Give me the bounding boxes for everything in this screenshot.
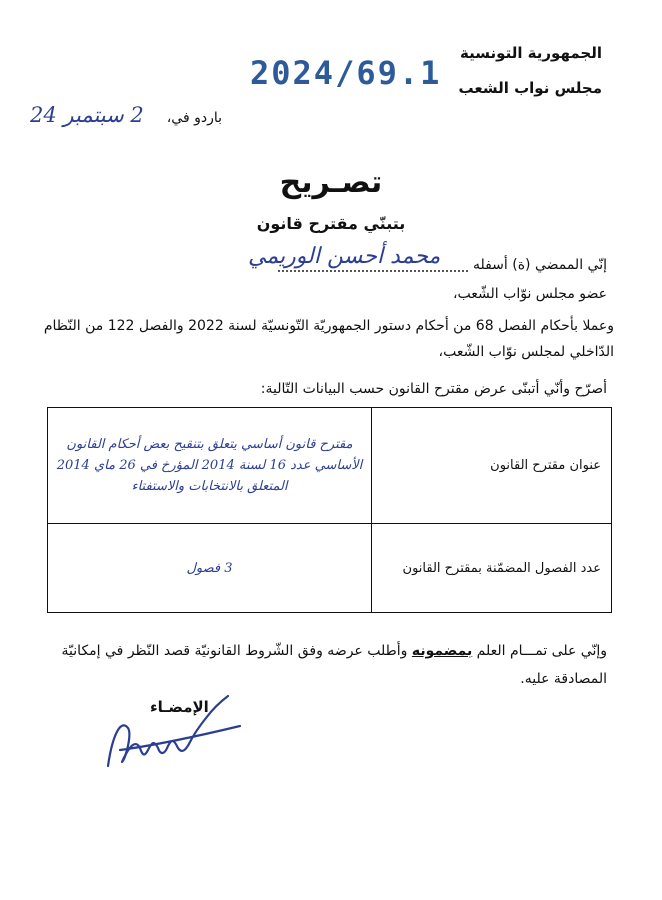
member-line: عضو مجلس نوّاب الشّعب، [453, 286, 607, 302]
proposal-data-table [47, 407, 612, 613]
table-row [48, 408, 612, 524]
handwritten-declarant-name: محمد أحسن الوريمي [248, 244, 441, 269]
table-label-title: عنوان مقترح القانون [372, 408, 612, 524]
handwritten-signature [100, 688, 250, 788]
handwritten-date: 2 سبتمبر 24 [30, 103, 144, 127]
document-subtitle: بتبنّي مقترح قانون [256, 214, 406, 233]
document-title: تصـريح [279, 165, 383, 200]
closing-paragraph [7, 637, 607, 693]
place-label: باردو في، [166, 110, 222, 126]
legal-basis-paragraph: وعملا بأحكام الفصل 68 من أحكام دستور الجمهوريّة التّونسيّة لسنة 2022 والفصل 122 من النّظام الدّاخلي لمجلس نوّاب الشّعب، [43, 318, 614, 360]
handwritten-article-count: 3 فصول [48, 524, 372, 613]
proposal-line: أصرّح وأنّي أتبنّى عرض مقترح القانون حسب البيانات التّالية: [260, 381, 607, 397]
closing-part2: وأطلب عرضه وفق الشّروط القانونيّة قصد النّظر في إمكانيّة المصادقة عليه. [61, 643, 607, 687]
signature-label: الإمضـاء [150, 698, 209, 716]
table-row [48, 524, 612, 613]
registration-stamp: 2024/69.1 [250, 54, 442, 92]
header-assembly: مجلس نواب الشعب [458, 79, 602, 97]
header-republic: الجمهورية التونسية [460, 44, 602, 62]
declarant-prefix: إنّي الممضي (ة) أسفله [472, 257, 607, 273]
table-label-article-count: عدد الفصول المضمّنة بمقترح القانون [372, 524, 612, 613]
closing-part1: وإنّي على تمـــام العلم [476, 643, 607, 659]
handwritten-law-title: مقترح قانون أساسي يتعلق بتنقيح بعض أحكام القانون الأساسي عدد 16 لسنة 2014 المؤرخ في 26 ماي 2014 المتعلق بالانتخابات والاستفتاء [48, 408, 372, 524]
closing-emphasis: بمضمونه [411, 643, 473, 659]
